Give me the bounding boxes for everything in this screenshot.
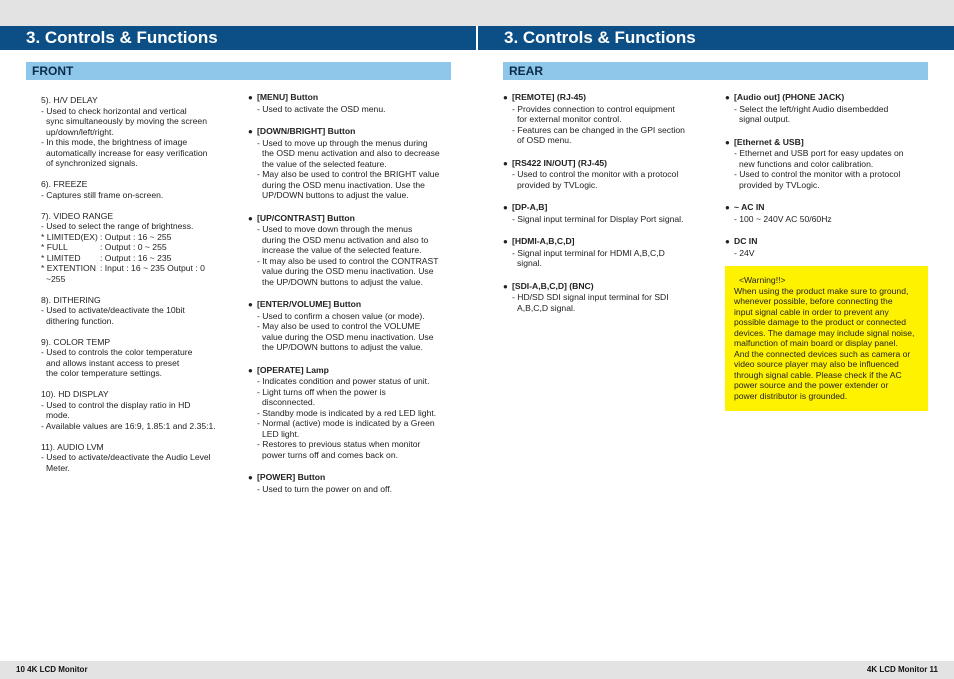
- menu-button-title: [MENU] Button: [257, 92, 319, 102]
- item-heading: [248, 92, 458, 104]
- item-heading: [248, 213, 458, 225]
- text-line: - Used to turn the power on and off.: [257, 483, 393, 494]
- item-heading: [503, 92, 713, 104]
- bullet-icon: ●: [503, 237, 508, 246]
- text-line: ~255: [46, 273, 66, 284]
- text-line: - It may also be used to control the CONTRAST: [257, 255, 439, 266]
- text-line: the UP/DOWN buttons to adjust the value.: [262, 342, 423, 352]
- menu-button-section: [248, 92, 458, 114]
- text-line: automatically increase for easy verification: [46, 147, 208, 158]
- text-line: UP/DOWN buttons to adjust the value.: [262, 190, 409, 200]
- dc-in-section: [725, 236, 930, 258]
- text-line: up/down/left/right.: [46, 126, 114, 137]
- dp-section: [503, 202, 713, 224]
- item-heading: [725, 202, 930, 214]
- text-line: of OSD menu.: [517, 135, 572, 145]
- text-line: - May also be used to control the BRIGHT value: [257, 169, 440, 179]
- warning-line: And the connected devices such as camera or: [734, 348, 911, 359]
- warning-line: power source and the power extender or: [734, 380, 889, 390]
- text-line: the UP/DOWN buttons to adjust the value.: [262, 276, 423, 287]
- text-line: value during the OSD menu inactivation. Use: [262, 331, 434, 342]
- text-line: - Used to control the display ratio in HD: [41, 399, 191, 410]
- text-line: - Used to move down through the menus: [257, 224, 413, 234]
- bullet-icon: ●: [503, 158, 508, 168]
- text-line: - Used to control the monitor with a protocol: [734, 169, 901, 179]
- bullet-icon: ●: [725, 137, 730, 147]
- operate-lamp-section: [248, 365, 458, 461]
- text-line: - Light turns off when the power is: [257, 386, 386, 397]
- warning-line: whenever possible, before connecting the: [734, 296, 893, 306]
- range-value: : Output : 16 ~ 255: [100, 231, 172, 242]
- hd-display-section: [41, 389, 231, 431]
- text-line: - Used to activate the OSD menu.: [257, 103, 386, 114]
- text-line: - Signal input terminal for HDMI A,B,C,D: [512, 247, 665, 258]
- item-heading: [248, 365, 458, 377]
- item-heading: [725, 92, 930, 104]
- audio-out-title: [Audio out] (PHONE JACK): [734, 92, 845, 102]
- range-key: * FULL: [41, 242, 68, 252]
- hd-display-title: 10). HD DISPLAY: [41, 389, 109, 399]
- text-line: dithering function.: [46, 315, 114, 326]
- ac-in-section: [725, 202, 930, 224]
- range-value: : Output : 16 ~ 235: [100, 252, 172, 263]
- text-line: - Used to confirm a chosen value (or mode).: [257, 310, 425, 321]
- text-line: - Used to controls the color temperature: [41, 347, 193, 357]
- footer-page-right: 4K LCD Monitor 11: [866, 665, 938, 674]
- bullet-icon: ●: [725, 203, 730, 212]
- page-title-right: 3. Controls & Functions: [478, 26, 954, 50]
- text-line: - Used to move up through the menus during: [257, 137, 428, 148]
- warning-line: input signal cable in order to prevent any: [734, 306, 889, 317]
- item-heading: [248, 299, 458, 311]
- text-line: power turns off and comes back on.: [262, 449, 398, 460]
- top-band: [0, 0, 954, 26]
- text-line: - Select the left/right Audio disembedded: [734, 103, 889, 114]
- video-range-section: [41, 211, 231, 285]
- text-line: - Used to control the monitor with a protocol: [512, 169, 679, 179]
- warning-line: through signal cable. Please check if the AC: [734, 369, 902, 380]
- down-bright-title: [DOWN/BRIGHT] Button: [257, 126, 356, 136]
- text-line: the color temperature settings.: [46, 368, 163, 378]
- front-column-1: [41, 95, 231, 484]
- text-line: - Restores to previous status when monitor: [257, 439, 421, 449]
- item-heading: [503, 158, 713, 170]
- warning-line: When using the product make sure to ground,: [734, 285, 909, 296]
- color-temp-section: [41, 337, 231, 379]
- rs422-section: [503, 158, 713, 191]
- range-key: * EXTENTION: [41, 263, 96, 273]
- freeze-section: [41, 179, 231, 200]
- ethernet-usb-section: [725, 137, 930, 191]
- item-heading: [248, 472, 458, 484]
- text-line: during the OSD menu inactivation. Use the: [262, 179, 425, 190]
- front-column-2: [248, 92, 458, 506]
- item-heading: [503, 281, 713, 293]
- warning-line: video source player may also be influenced: [734, 359, 899, 369]
- text-line: - Provides connection to control equipment: [512, 103, 675, 114]
- dithering-section: [41, 295, 231, 327]
- text-line: new functions and color calibration.: [739, 158, 874, 169]
- audio-out-section: [725, 92, 930, 125]
- text-line: for external monitor control.: [517, 114, 622, 124]
- bullet-icon: ●: [725, 237, 730, 246]
- text-line: increase the value of the selected feature.: [262, 245, 422, 255]
- warning-line: power distributor is grounded.: [734, 390, 848, 401]
- range-row: [41, 253, 231, 264]
- bullet-icon: ●: [248, 473, 253, 482]
- text-line: - Captures still frame on-screen.: [41, 189, 164, 200]
- text-line: provided by TVLogic.: [739, 179, 820, 190]
- text-line: provided by TVLogic.: [517, 179, 598, 190]
- item-heading: [503, 202, 713, 214]
- item-heading: [725, 236, 930, 248]
- bullet-icon: ●: [248, 365, 253, 375]
- text-line: LED light.: [262, 428, 300, 439]
- hdmi-title: [HDMI-A,B,C,D]: [512, 236, 575, 246]
- remote-title: [REMOTE] (RJ-45): [512, 92, 587, 102]
- text-line: of synchronized signals.: [46, 158, 138, 168]
- bullet-icon: ●: [248, 300, 253, 309]
- footer-band: [0, 661, 954, 679]
- text-line: sync simultaneously by moving the screen: [46, 116, 207, 126]
- bullet-icon: ●: [248, 213, 253, 223]
- audio-lvm-section: [41, 442, 231, 474]
- text-line: Meter.: [46, 462, 70, 473]
- range-key: * LIMITED: [41, 252, 81, 263]
- text-line: - Normal (active) mode is indicated by a Green: [257, 418, 435, 428]
- text-line: mode.: [46, 410, 70, 420]
- range-row: [41, 242, 231, 253]
- hv-delay-section: [41, 95, 231, 169]
- text-line: - In this mode, the brightness of image: [41, 137, 188, 147]
- text-line: - Used to activate/deactivate the Audio Level: [41, 452, 211, 462]
- ac-in-title: ~ AC IN: [734, 202, 765, 212]
- down-bright-section: [248, 126, 458, 201]
- range-row: [41, 232, 231, 243]
- power-button-section: [248, 472, 458, 494]
- range-row: [41, 263, 231, 274]
- video-range-title: 7). VIDEO RANGE: [41, 210, 114, 221]
- up-contrast-section: [248, 213, 458, 288]
- section-header-front: FRONT: [26, 62, 451, 80]
- rear-column-1: [503, 92, 713, 325]
- text-line: signal.: [517, 258, 542, 268]
- range-value: : Output : 0 ~ 255: [100, 242, 167, 252]
- enter-volume-section: [248, 299, 458, 353]
- footer-page-left: 10 4K LCD Monitor: [16, 665, 88, 674]
- freeze-title: 6). FREEZE: [41, 179, 88, 189]
- remote-section: [503, 92, 713, 146]
- warning-line: devices. The damage may include signal noise,: [734, 327, 915, 338]
- hdmi-section: [503, 236, 713, 269]
- text-line: - Available values are 16:9, 1.85:1 and 2.35:1.: [41, 420, 216, 431]
- text-line: - Standby mode is indicated by a red LED light.: [257, 407, 437, 418]
- bullet-icon: ●: [503, 203, 508, 212]
- bullet-icon: ●: [503, 281, 508, 291]
- rear-column-2: [725, 92, 930, 270]
- warning-box: [725, 266, 928, 411]
- audio-lvm-title: 11). AUDIO LVM: [41, 441, 104, 452]
- up-contrast-title: [UP/CONTRAST] Button: [257, 212, 355, 223]
- text-line: - Used to activate/deactivate the 10bit: [41, 305, 185, 315]
- text-line: - 24V: [734, 247, 755, 258]
- hv-delay-title: 5). H/V DELAY: [41, 95, 98, 105]
- text-line: disconnected.: [262, 397, 316, 407]
- range-key: * LIMITED(EX): [41, 231, 98, 242]
- text-line: - Features can be changed in the GPI section: [512, 124, 685, 135]
- dp-title: [DP-A,B]: [512, 202, 548, 212]
- item-heading: [725, 137, 930, 149]
- text-line: value during the OSD menu inactivation. Use: [262, 266, 434, 276]
- text-line: - Used to select the range of brightness.: [41, 221, 194, 231]
- text-line: - 100 ~ 240V AC 50/60Hz: [734, 213, 832, 224]
- range-value: : Input : 16 ~ 235 Output : 0: [100, 263, 205, 273]
- bullet-icon: ●: [725, 93, 730, 102]
- operate-lamp-title: [OPERATE] Lamp: [257, 364, 329, 375]
- text-line: the OSD menu activation and also to decrease: [262, 148, 440, 158]
- warning-line: malfunction of main board or display panel.: [734, 338, 898, 348]
- rs422-title: [RS422 IN/OUT] (RJ-45): [512, 157, 608, 168]
- text-line: - Indicates condition and power status of unit.: [257, 376, 430, 386]
- bullet-icon: ●: [503, 93, 508, 102]
- power-button-title: [POWER] Button: [257, 472, 326, 482]
- bullet-icon: ●: [248, 127, 253, 136]
- item-heading: [503, 236, 713, 248]
- text-line: and allows instant access to preset: [46, 357, 180, 368]
- sdi-title: [SDI-A,B,C,D] (BNC): [512, 280, 594, 291]
- dithering-title: 8). DITHERING: [41, 294, 101, 305]
- warning-line: possible damage to the product or connected: [734, 317, 906, 327]
- text-line: during the OSD menu activation and also to: [262, 234, 429, 245]
- warning-heading: <Warning!!>: [739, 275, 786, 285]
- text-line: signal output.: [739, 114, 791, 124]
- text-line: A,B,C,D signal.: [517, 302, 576, 313]
- text-line: - Signal input terminal for Display Port signal.: [512, 213, 684, 224]
- item-heading: [248, 126, 458, 138]
- color-temp-title: 9). COLOR TEMP: [41, 336, 111, 347]
- sdi-section: [503, 281, 713, 314]
- text-line: - May also be used to control the VOLUME: [257, 321, 421, 331]
- section-header-rear: REAR: [503, 62, 928, 80]
- page-title-left: 3. Controls & Functions: [0, 26, 476, 50]
- text-line: the value of the selected feature.: [262, 158, 387, 169]
- text-line: - Ethernet and USB port for easy updates on: [734, 148, 904, 158]
- text-line: - Used to check horizontal and vertical: [41, 105, 187, 116]
- enter-volume-title: [ENTER/VOLUME] Button: [257, 299, 362, 309]
- ethernet-usb-title: [Ethernet & USB]: [734, 136, 804, 147]
- dc-in-title: DC IN: [734, 236, 758, 246]
- bullet-icon: ●: [248, 93, 253, 102]
- text-line: - HD/SD SDI signal input terminal for SDI: [512, 292, 669, 302]
